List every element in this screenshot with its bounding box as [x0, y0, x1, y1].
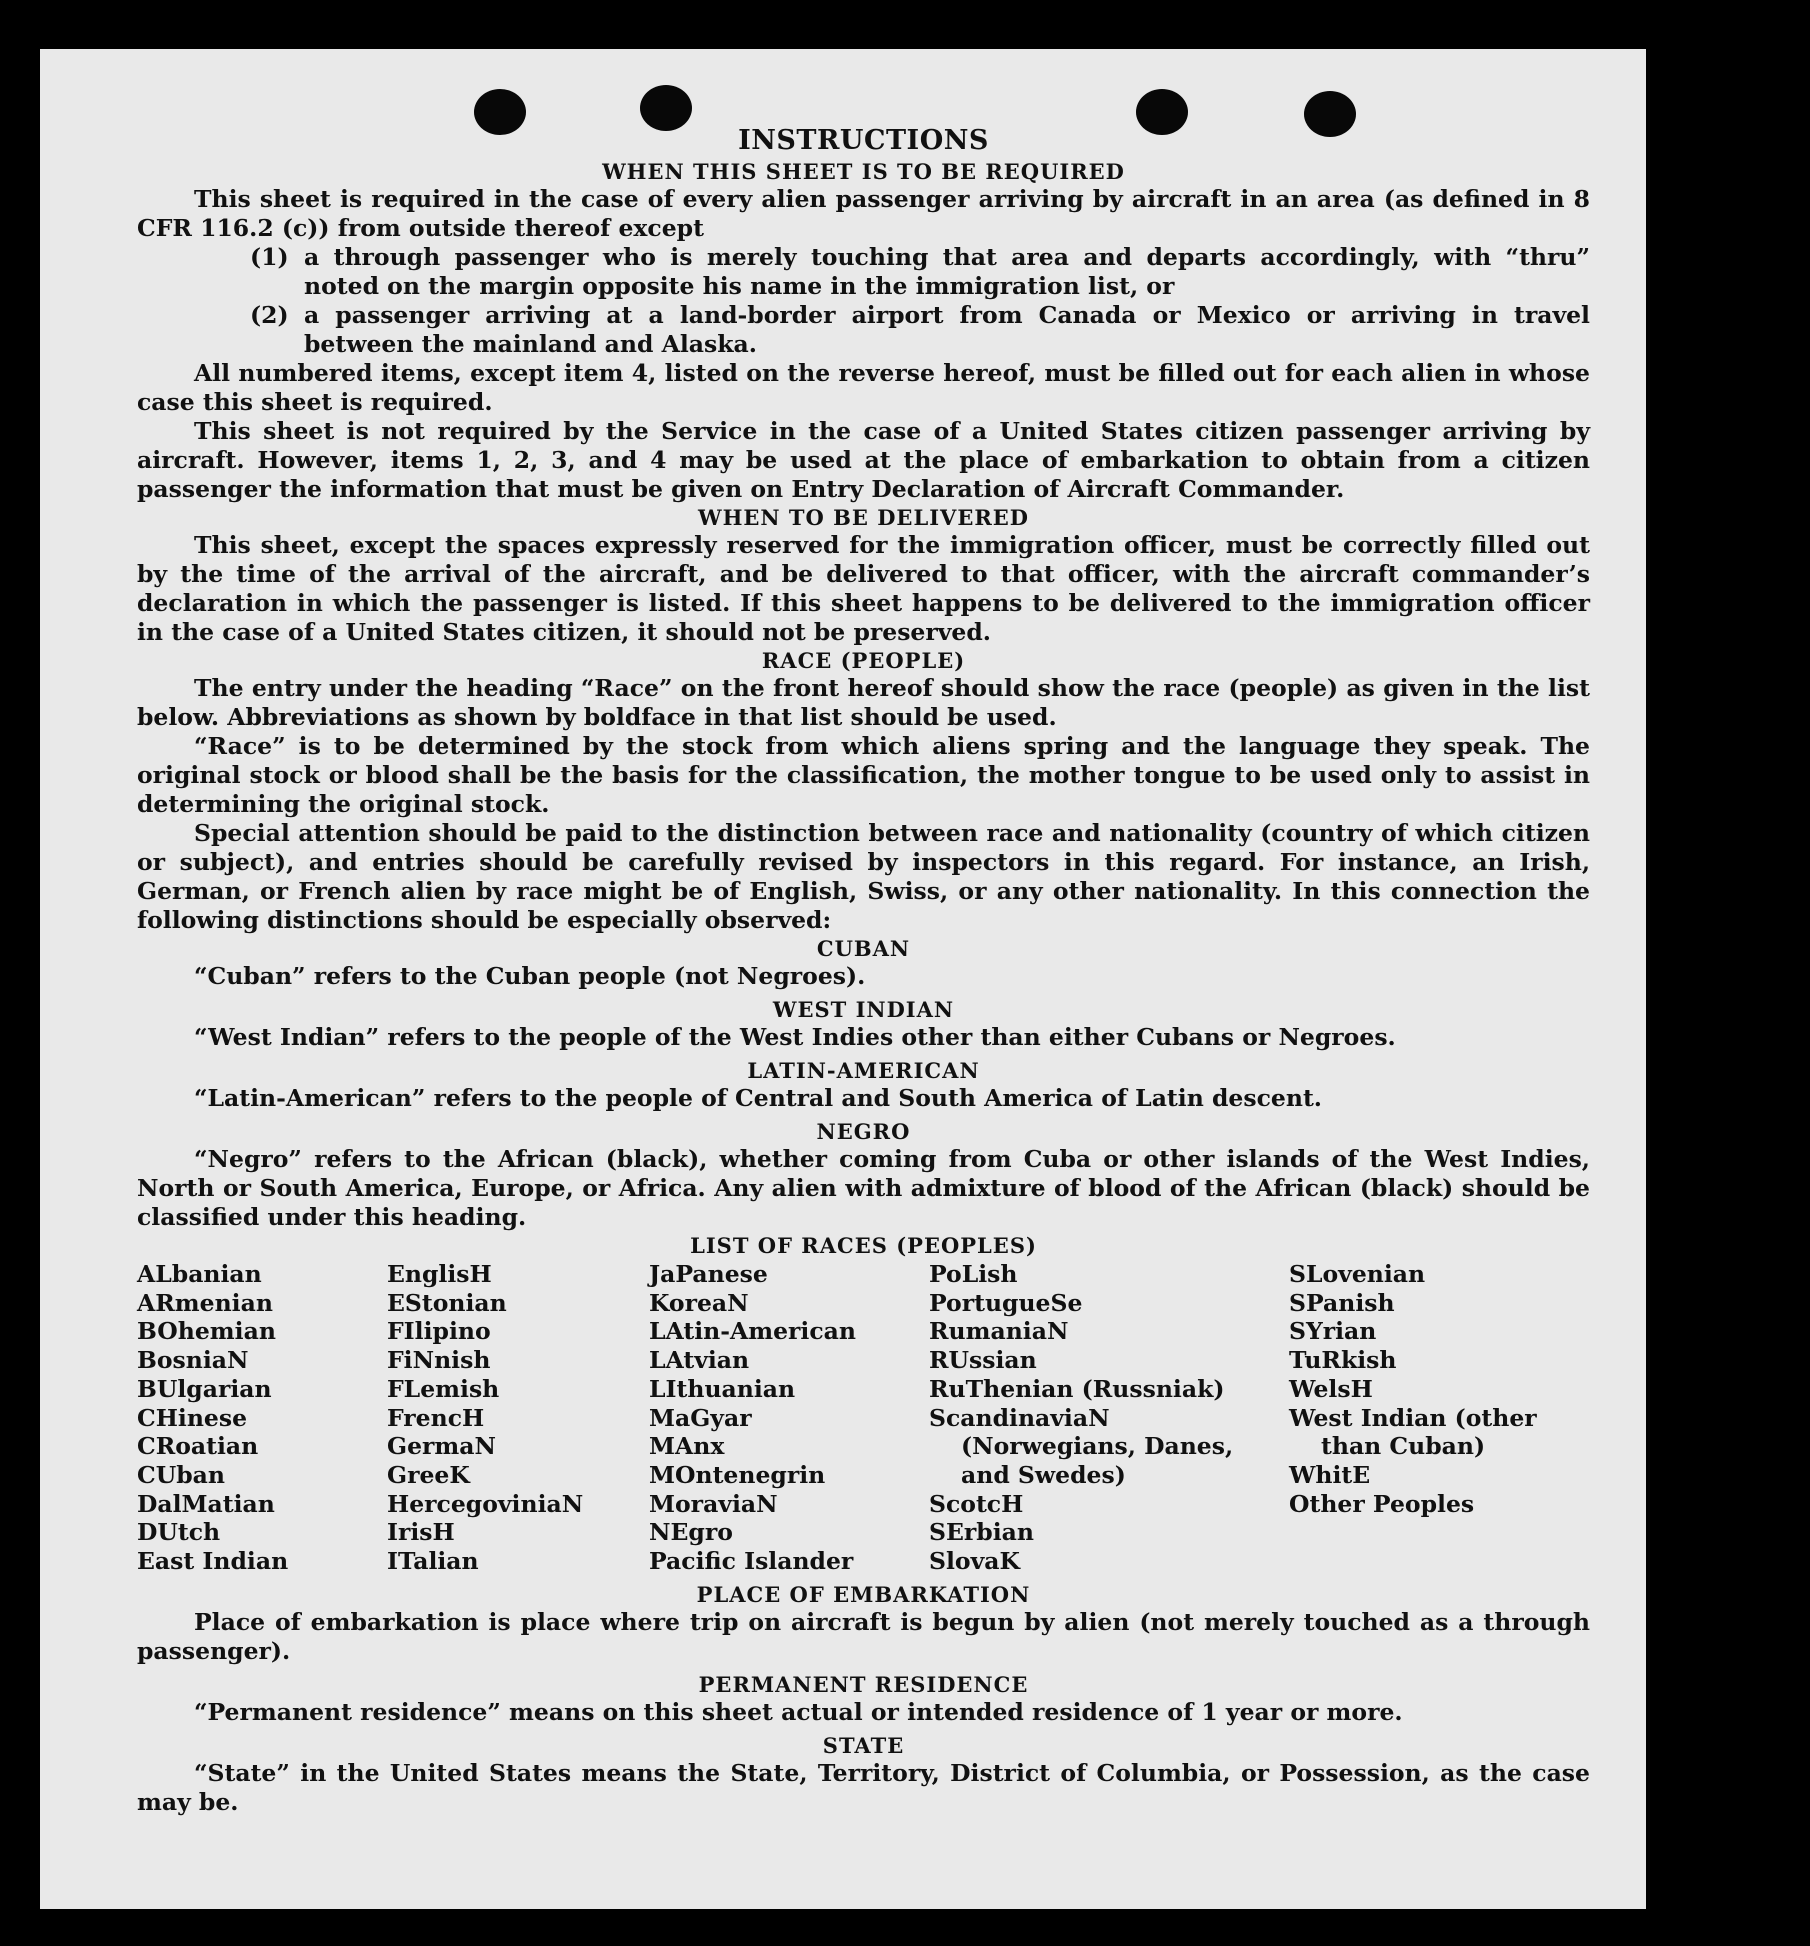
race-item: BOhemian: [137, 1317, 276, 1346]
paragraph: This sheet, except the spaces expressly reserved for the immigration officer, must be correctly filled out by the time of the arrival of the aircraft, and be delivered to that officer, with the aircraft commander’s declaration in which the passenger is listed. If this sheet happens to be delivered to the immigration officer in the case of a United States citizen, it should not be preserved.: [137, 531, 1590, 646]
document-page: [40, 49, 1646, 1909]
section-heading: WHEN THIS SHEET IS TO BE REQUIRED: [602, 159, 1125, 184]
paragraph: All numbered items, except item 4, listed on the reverse hereof, must be filled out for each alien in whose case this sheet is required.: [137, 359, 1590, 416]
race-item: ScotcH: [929, 1489, 1024, 1518]
race-item: MoraviaN: [649, 1489, 778, 1518]
section-heading: NEGRO: [816, 1119, 911, 1144]
race-item: BosniaN: [137, 1346, 249, 1375]
section-heading: LIST OF RACES (PEOPLES): [690, 1233, 1037, 1258]
section-heading: CUBAN: [816, 936, 911, 961]
race-item: WelsH: [1289, 1374, 1373, 1403]
race-item: HercegoviniaN: [387, 1489, 584, 1518]
race-item: MOntenegrin: [649, 1460, 826, 1489]
paragraph: “Latin-American” refers to the people of Central and South America of Latin descent.: [194, 1084, 1322, 1112]
race-item: FIlipino: [387, 1317, 491, 1346]
race-item: BUlgarian: [137, 1374, 272, 1403]
section-heading: STATE: [822, 1732, 905, 1758]
race-item: DUtch: [137, 1518, 221, 1547]
race-item: CHinese: [137, 1403, 248, 1432]
race-item: EnglisH: [387, 1260, 492, 1288]
race-column: [649, 1260, 929, 1576]
race-item: Pacific Islander: [649, 1547, 854, 1576]
race-item: TuRkish: [1289, 1346, 1397, 1375]
race-column: [929, 1260, 1289, 1576]
race-item: ALbanian: [137, 1260, 262, 1288]
item-text: a passenger arriving at a land-border airport from Canada or Mexico or arriving in travel between the mainland and Alaska.: [304, 301, 1590, 358]
paragraph: “West Indian” refers to the people of the West Indies other than either Cubans or Negroes.: [194, 1023, 1396, 1051]
race-item: West Indian (other than Cuban): [1289, 1403, 1537, 1461]
race-item: ScandinaviaN (Norwegians, Danes, and Swedes): [929, 1403, 1234, 1489]
race-item: EStonian: [387, 1288, 507, 1317]
section-heading: LATIN-AMERICAN: [747, 1058, 980, 1083]
race-item: LAtin-American: [649, 1317, 856, 1346]
race-item: RuThenian (Russniak): [929, 1374, 1225, 1403]
section-heading: WHEN TO BE DELIVERED: [697, 505, 1029, 530]
instructions-body: [137, 126, 1590, 1817]
race-item: DalMatian: [137, 1489, 275, 1518]
race-item: PoLish: [929, 1260, 1018, 1288]
race-item: FLemish: [387, 1374, 500, 1403]
race-item: Other Peoples: [1289, 1489, 1475, 1518]
list-item: [250, 243, 1590, 301]
paragraph: “Race” is to be determined by the stock from which aliens spring and the language they speak. The original stock or blood shall be the basis for the classification, the mother tongue to be used only to assist in determining the original stock.: [137, 732, 1590, 818]
race-item: LIthuanian: [649, 1374, 796, 1403]
section-heading: PERMANENT RESIDENCE: [698, 1671, 1029, 1697]
race-column: [1289, 1260, 1549, 1576]
race-item: IrisH: [387, 1518, 455, 1547]
race-item: NEgro: [649, 1518, 733, 1547]
race-item: SPanish: [1289, 1288, 1395, 1317]
paragraph: Special attention should be paid to the distinction between race and nationality (country of which citizen or subject), and entries should be carefully revised by inspectors in this regard. For instance, an Irish, German, or French alien by race might be of English, Swiss, or any other nationality. In this connection the following distinctions should be especially observed:: [137, 819, 1590, 934]
race-item: CUban: [137, 1460, 225, 1489]
race-item: ITalian: [387, 1547, 479, 1576]
race-item: SErbian: [929, 1518, 1034, 1547]
race-item: RUssian: [929, 1346, 1037, 1375]
race-item: FrencH: [387, 1403, 485, 1432]
race-item: GreeK: [387, 1460, 470, 1489]
race-item: RumaniaN: [929, 1317, 1069, 1346]
race-item: East Indian: [137, 1547, 289, 1576]
item-number: (1): [250, 243, 289, 271]
race-item: KoreaN: [649, 1288, 749, 1317]
race-item: FiNnish: [387, 1346, 491, 1375]
item-number: (2): [250, 301, 289, 329]
paragraph: “Permanent residence” means on this sheet actual or intended residence of 1 year or more.: [194, 1697, 1403, 1726]
race-item: MaGyar: [649, 1403, 752, 1432]
section-heading: PLACE OF EMBARKATION: [696, 1581, 1031, 1607]
race-list: [137, 1260, 1590, 1576]
race-item: JaPanese: [649, 1260, 768, 1288]
list-item: [250, 301, 1590, 359]
punch-hole: [640, 85, 692, 131]
paragraph: This sheet is not required by the Service in the case of a United States citizen passenger arriving by aircraft. However, items 1, 2, 3, and 4 may be used at the place of embarkation to obtain from a citizen passenger the information that must be given on Entry Declaration of Aircraft Commander.: [137, 417, 1590, 503]
paragraph: This sheet is required in the case of every alien passenger arriving by aircraft in an area (as defined in 8 CFR 116.2 (c)) from outside thereof except: [137, 185, 1590, 242]
race-item: WhitE: [1289, 1460, 1371, 1489]
section-heading: RACE (PEOPLE): [761, 648, 966, 673]
item-text: a through passenger who is merely touching that area and departs accordingly, with “thru” noted on the margin opposite his name in the immigration list, or: [304, 243, 1590, 300]
paragraph: “Negro” refers to the African (black), whether coming from Cuba or other islands of the West Indies, North or South America, Europe, or Africa. Any alien with admixture of blood of the African (black) should be classified under this heading.: [137, 1145, 1590, 1231]
section-heading: WEST INDIAN: [772, 997, 955, 1022]
race-column: [137, 1260, 387, 1576]
paragraph: The entry under the heading “Race” on the front hereof should show the race (people) as given in the list below. Abbreviations as shown by boldface in that list should be used.: [137, 674, 1590, 731]
race-item: GermaN: [387, 1432, 496, 1461]
race-item: SlovaK: [929, 1547, 1020, 1576]
race-item: ARmenian: [137, 1288, 273, 1317]
paragraph: “Cuban” refers to the Cuban people (not Negroes).: [194, 962, 866, 990]
paragraph: Place of embarkation is place where trip on aircraft is begun by alien (not merely touched as a through passenger).: [137, 1607, 1590, 1665]
race-item: CRoatian: [137, 1432, 259, 1461]
race-item: PortugueSe: [929, 1288, 1083, 1317]
page-title: INSTRUCTIONS: [738, 125, 989, 156]
race-column: [387, 1260, 649, 1576]
race-item: MAnx: [649, 1432, 725, 1461]
race-item: SYrian: [1289, 1317, 1377, 1346]
paragraph: “State” in the United States means the State, Territory, District of Columbia, or Possession, as the case may be.: [137, 1758, 1590, 1816]
race-item: SLovenian: [1289, 1260, 1426, 1288]
race-item: LAtvian: [649, 1346, 750, 1375]
